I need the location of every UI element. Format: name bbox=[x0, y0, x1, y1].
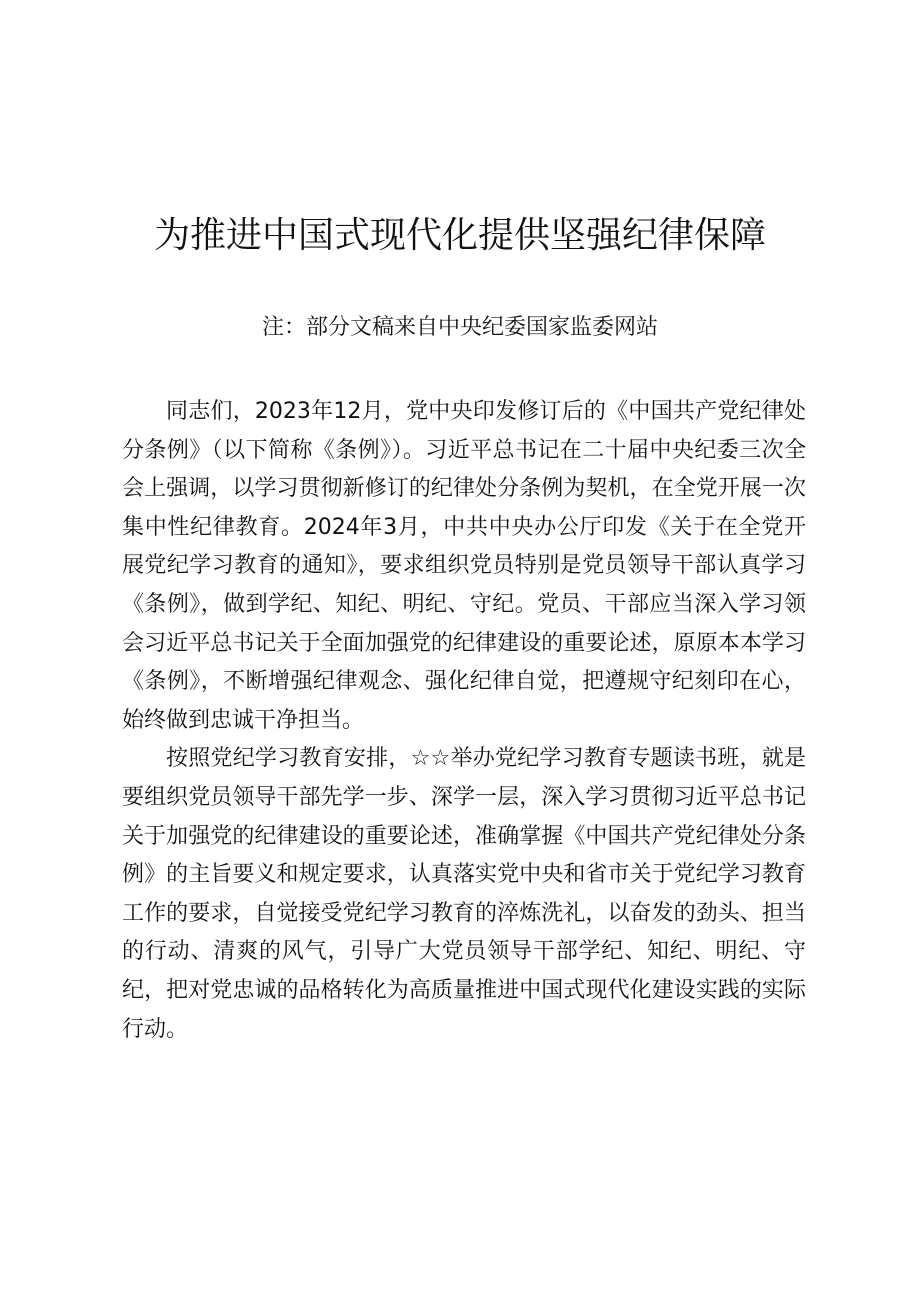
source-note: 注：部分文稿来自中央纪委国家监委网站 bbox=[261, 315, 658, 340]
document-title: 为推进中国式现代化提供坚强纪律保障 bbox=[153, 215, 766, 256]
paragraph-2: 按照党纪学习教育安排，☆☆举办党纪学习教育专题读书班，就是要组织党员领导干部先学一步、深学一层，深入学习贯彻习近平总书记关于加强党的纪律建设的重要论述，准确掌握《中国共产党纪律处分条例》的主旨要义和规定要求，认真落实党中央和省市关于党纪学习教育工作的要求，自觉接受党纪学习教育的淬炼洗礼，以奋发的劲头、担当的行动、清爽的风气，引导广大党员领导干部学纪、知纪、明纪、守纪，把对党忠诚的品格转化为高质量推进中国式现代化建设实践的实际行动。 bbox=[122, 746, 806, 1042]
paragraph-1: 同志们，2023年12月，党中央印发修订后的《中国共产党纪律处分条例》（以下简称《条例》）。习近平总书记在二十届中央纪委三次全会上强调，以学习贯彻新修订的纪律处分条例为契机，在全党开展一次集中性纪律教育。2024年3月，中共中央办公厅印发《关于在全党开展党纪学习教育的通知》，要求组织党员特别是党员领导干部认真学习《条例》，做到学纪、知纪、明纪、守纪。党员、干部应当深入学习领会习近平总书记关于全面加强党的纪律建设的重要论述，原原本本学习《条例》，不断增强纪律观念、强化纪律自觉，把遵规守纪刻印在心，始终做到忠诚干净担当。 bbox=[122, 399, 806, 733]
document-body bbox=[122, 393, 806, 1049]
